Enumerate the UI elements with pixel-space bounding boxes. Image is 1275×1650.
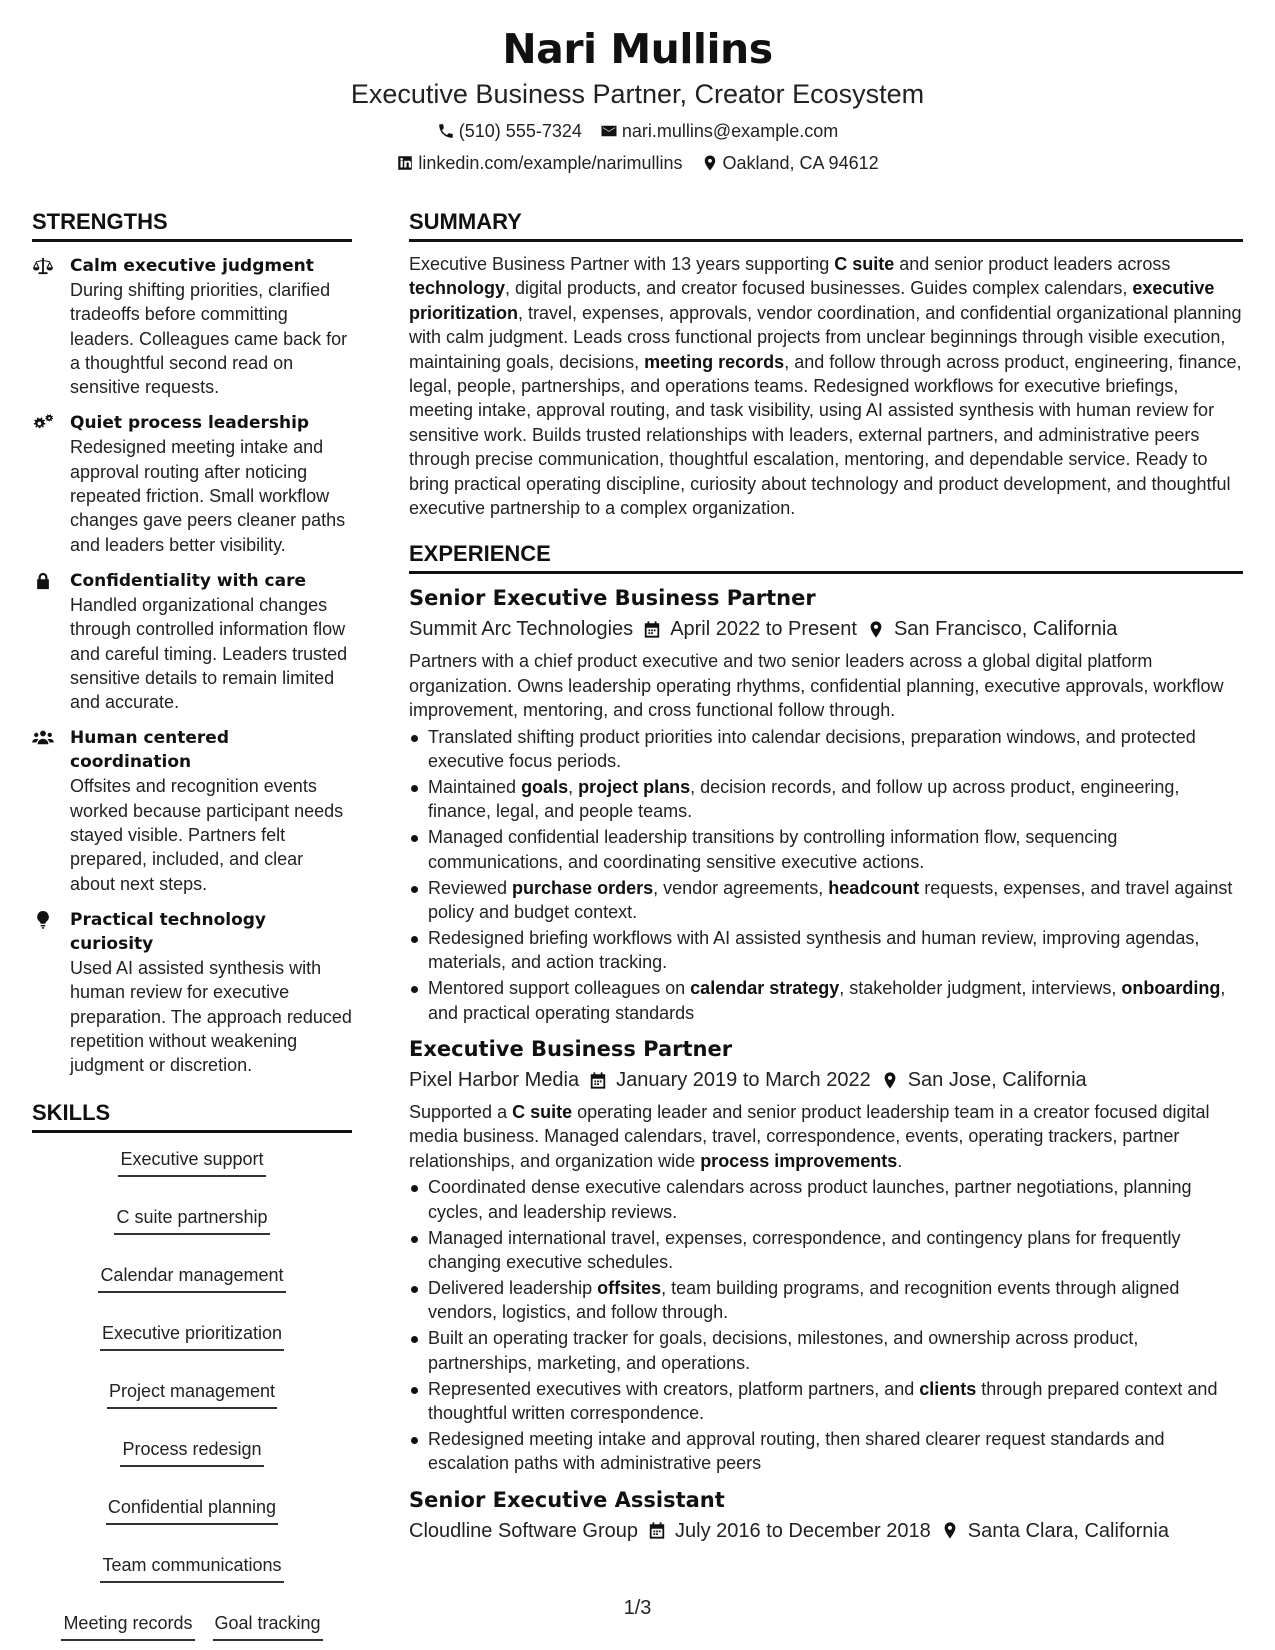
bold-text: C suite: [512, 1102, 573, 1123]
text-span: Executive Business Partner with 13 years supporting: [409, 254, 835, 274]
location-contact: [701, 151, 879, 175]
strength-item: [32, 411, 352, 556]
calendar-icon: [589, 1071, 607, 1090]
linkedin-contact[interactable]: [396, 151, 682, 175]
experience-heading: EXPERIENCE: [409, 540, 1243, 574]
bold-text: technology: [409, 278, 506, 299]
job-company: Pixel Harbor Media: [409, 1069, 580, 1092]
job-bullet: [409, 775, 1243, 824]
strength-item: [32, 569, 352, 714]
bold-text: clients: [919, 1378, 977, 1399]
text-span: .: [897, 1150, 903, 1171]
calendar-icon: [643, 620, 661, 639]
text-span: Partners with a chief product executive and two senior leaders across a global digital platform organization. Owns leadership operating rhythms, confidential planning, executive approvals, workflow improvement, mentoring, and cross functional follow through.: [409, 651, 1224, 721]
job-entry: [409, 584, 1243, 1025]
strength-description: Offsites and recognition events worked because participant needs stayed visible. Partners felt prepared, included, and clear about next steps.: [70, 776, 344, 894]
skill-tag: Meeting records: [61, 1611, 194, 1641]
strength-title: Human centered coordination: [70, 728, 229, 773]
skill-tag: Process redesign: [120, 1437, 263, 1467]
bold-text: purchase orders: [512, 877, 654, 898]
job-bullet: [409, 1326, 1243, 1375]
text-span: ,: [568, 777, 579, 797]
job-bullets: [409, 1175, 1243, 1475]
email-contact[interactable]: [600, 119, 838, 143]
strength-title: Practical technology curiosity: [70, 909, 267, 954]
job-bullet: [409, 1175, 1243, 1224]
job-bullet: [409, 1276, 1243, 1325]
strength-description: Used AI assisted synthesis with human review for executive preparation. The approach reduced repetition without weakening judgment or discretion.: [70, 957, 352, 1076]
people-icon: [32, 726, 70, 895]
job-location-group: [881, 1066, 1087, 1094]
job-description: [409, 649, 1243, 722]
skill-tag: Goal tracking: [213, 1611, 323, 1641]
job-title: Senior Executive Assistant: [409, 1487, 725, 1512]
text-span: Redesigned meeting intake and approval routing, then shared clearer request standards and escalation paths with administrative peers: [428, 1428, 1165, 1474]
job-dates-group: [589, 1066, 871, 1094]
text-span: , stakeholder judgment, interviews,: [839, 978, 1122, 999]
job-bullet: [409, 725, 1243, 774]
experience-list: [409, 584, 1243, 1544]
map-pin-icon: [881, 1071, 899, 1090]
job-entry: [409, 1035, 1243, 1476]
strength-body: [70, 254, 352, 399]
scale-icon: [32, 254, 70, 399]
bold-text: goals: [521, 777, 569, 797]
job-dates: July 2016 to December 2018: [675, 1519, 931, 1542]
text-span: , digital products, and creator focused businesses. Guides complex calendars,: [505, 278, 1133, 299]
summary-text: [409, 252, 1243, 520]
text-span: Maintained: [428, 777, 522, 797]
bold-text: headcount: [828, 877, 920, 898]
strength-description: Redesigned meeting intake and approval routing after noticing repeated friction. Small workflow changes gave peers cleaner paths and leaders better visibility.: [70, 437, 346, 555]
job-company: Summit Arc Technologies: [409, 618, 634, 641]
phone-contact: [437, 119, 582, 143]
text-span: Managed confidential leadership transitions by controlling information flow, sequencing communications, and coordinating sensitive executive actions.: [428, 827, 1118, 872]
linkedin-text[interactable]: linkedin.com/example/narimullins: [418, 153, 683, 173]
email-text[interactable]: nari.mullins@example.com: [621, 121, 839, 141]
phone-icon: [437, 122, 455, 140]
strength-body: [70, 908, 352, 1077]
page-number: 1/3: [623, 1597, 652, 1619]
summary-heading: SUMMARY: [409, 208, 1243, 242]
skill-tag: Team communications: [100, 1553, 283, 1583]
job-company: Cloudline Software Group: [409, 1519, 639, 1542]
job-location: San Jose, California: [907, 1069, 1087, 1092]
job-bullet: [409, 825, 1243, 874]
skill-tag: Calendar management: [98, 1263, 285, 1293]
contact-row-primary: [0, 119, 1275, 143]
resume-header: [0, 22, 1275, 175]
job-entry: [409, 1486, 1243, 1545]
skill-tag: Executive support: [118, 1147, 265, 1177]
bold-text: calendar strategy: [690, 978, 840, 999]
job-bullet: [409, 876, 1243, 925]
skill-tag: Executive prioritization: [100, 1321, 284, 1351]
strengths-heading: STRENGTHS: [32, 208, 352, 242]
strength-title: Confidentiality with care: [70, 570, 307, 591]
strength-description: During shifting priorities, clarified tradeoffs before committing leaders. Colleagues came back for a thoughtful second read on sensitive requests.: [70, 280, 348, 398]
lightbulb-icon: [32, 908, 70, 1077]
job-bullet: [409, 1427, 1243, 1476]
text-span: Coordinated dense executive calendars across product launches, partner negotiations, planning cycles, and leadership reviews.: [428, 1177, 1192, 1222]
right-column: [409, 208, 1243, 1545]
text-span: , and follow through across product, engineering, finance, legal, people, partnerships, and operations teams. Redesigned workflows for executive briefings, meeting intake, approval routing, and task visibility, using AI assisted synthesis with human review for sensitive work. Builds trusted relationships with leaders, external partners, and administrative peers through precise communication, thoughtful escalation, mentoring, and dependable service. Ready to bring practical operating discipline, curiosity about technology and product development, and thoughtful executive partnership to a complex organization.: [409, 351, 1242, 519]
text-span: , vendor agreements,: [653, 877, 829, 898]
text-span: Redesigned briefing workflows with AI assisted synthesis and human review, improving agendas, materials, and action tracking.: [428, 927, 1200, 973]
left-column: [32, 208, 352, 1641]
text-span: , travel, expenses, approvals, vendor coordination, and confidential organizational planning with calm judgment. Leads cross functional projects from unclear beginnings through visible execution, maintaining goals, decisions,: [409, 302, 1242, 372]
job-bullet: [409, 976, 1243, 1025]
map-pin-icon: [867, 620, 885, 639]
phone-text: (510) 555-7324: [458, 121, 582, 141]
bold-text: C suite: [834, 254, 895, 274]
skills-list: [32, 1147, 352, 1641]
text-span: Managed international travel, expenses, correspondence, and contingency plans for frequently changing executive schedules.: [428, 1227, 1181, 1272]
job-dates: April 2022 to Present: [670, 618, 857, 641]
text-span: Translated shifting product priorities into calendar decisions, preparation windows, and protected executive focus periods.: [428, 726, 1196, 772]
location-text: Oakland, CA 94612: [722, 153, 879, 173]
envelope-icon: [600, 122, 618, 140]
job-meta: [409, 615, 1243, 643]
strength-title: Quiet process leadership: [70, 413, 310, 434]
bold-text: meeting records: [644, 351, 785, 372]
text-span: Represented executives with creators, platform partners, and: [428, 1378, 920, 1399]
text-span: Built an operating tracker for goals, decisions, milestones, and ownership across product, partnerships, marketing, and operations.: [428, 1328, 1139, 1373]
strength-item: [32, 908, 352, 1077]
contact-row-secondary: [0, 151, 1275, 175]
text-span: Supported a: [409, 1102, 513, 1123]
bold-text: executive prioritization: [409, 278, 1215, 323]
skill-tag: C suite partnership: [114, 1205, 269, 1235]
text-span: , and practical operating standards: [428, 978, 1226, 1023]
job-location-group: [941, 1517, 1169, 1545]
candidate-name: Nari Mullins: [502, 25, 773, 73]
job-description: [409, 1100, 1243, 1173]
strength-item: [32, 726, 352, 895]
map-pin-icon: [941, 1521, 959, 1540]
job-bullet: [409, 1377, 1243, 1426]
skill-tag: Confidential planning: [106, 1495, 278, 1525]
map-pin-icon: [701, 154, 719, 172]
job-location: San Francisco, California: [893, 618, 1118, 641]
bold-text: process improvements: [700, 1150, 898, 1171]
text-span: , decision records, and follow up across product, engineering, finance, legal, and people teams.: [428, 777, 1180, 822]
job-meta: [409, 1517, 1243, 1545]
gears-icon: [32, 411, 70, 556]
text-span: requests, expenses, and travel against policy and budget context.: [428, 877, 1233, 923]
job-location: Santa Clara, California: [967, 1519, 1169, 1542]
text-span: and senior product leaders across: [894, 254, 1171, 274]
job-title: Executive Business Partner: [409, 1037, 733, 1062]
strength-body: [70, 726, 352, 895]
job-location-group: [867, 615, 1117, 643]
lock-icon: [32, 569, 70, 714]
job-bullet: [409, 926, 1243, 975]
text-span: Mentored support colleagues on: [428, 978, 691, 999]
job-title: Senior Executive Business Partner: [409, 586, 816, 611]
strength-item: [32, 254, 352, 399]
candidate-title: Executive Business Partner, Creator Ecosystem: [350, 79, 925, 109]
strength-body: [70, 569, 352, 714]
text-span: through prepared context and thoughtful written correspondence.: [428, 1378, 1218, 1423]
strength-title: Calm executive judgment: [70, 256, 314, 276]
bold-text: project plans: [578, 777, 691, 797]
strengths-list: [32, 254, 352, 1077]
job-dates-group: [643, 615, 857, 643]
linkedin-icon: [396, 154, 414, 172]
skill-tag: Project management: [107, 1379, 277, 1409]
text-span: Reviewed: [428, 877, 513, 898]
bold-text: onboarding: [1121, 978, 1221, 999]
strength-description: Handled organizational changes through controlled information flow and careful timing. Leaders trusted sensitive details to remain limited and accurate.: [70, 594, 348, 713]
text-span: operating leader and senior product leadership team in a creator focused digital media business. Managed calendars, travel, correspondence, events, operating trackers, partner relationships, and organization wide: [409, 1102, 1210, 1171]
job-dates: January 2019 to March 2022: [616, 1069, 871, 1092]
job-meta: [409, 1066, 1243, 1094]
job-bullet: [409, 1226, 1243, 1275]
skills-heading: SKILLS: [32, 1099, 352, 1133]
text-span: Delivered leadership: [428, 1277, 598, 1298]
job-bullets: [409, 725, 1243, 1025]
calendar-icon: [648, 1521, 666, 1540]
job-dates-group: [648, 1517, 931, 1545]
strength-body: [70, 411, 352, 556]
text-span: , team building programs, and recognition events through aligned vendors, logistics, and follow through.: [428, 1277, 1180, 1323]
bold-text: offsites: [597, 1277, 662, 1298]
